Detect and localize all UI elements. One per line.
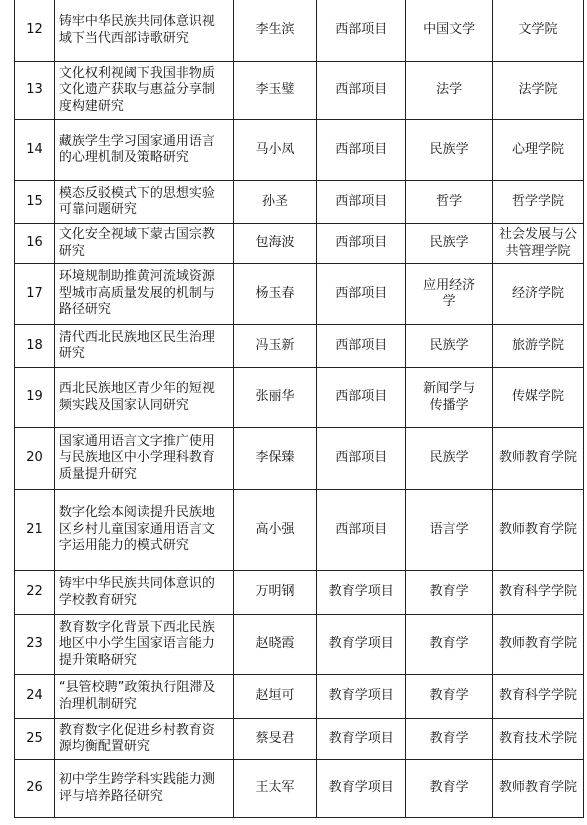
project-type bbox=[317, 264, 406, 324]
project-title-text: 文化安全视域下蒙古国宗教研究 bbox=[58, 227, 215, 259]
row-number bbox=[15, 120, 55, 180]
discipline bbox=[406, 490, 493, 570]
row-number bbox=[15, 675, 55, 718]
college-text: 教师教育学院 bbox=[498, 780, 577, 796]
principal-investigator-text: 王太军 bbox=[255, 780, 295, 796]
project-title-text: “县管校聘”政策执行阻滞及治理机制研究 bbox=[58, 680, 216, 712]
project-type-text: 教育学项目 bbox=[328, 688, 394, 704]
project-title bbox=[55, 490, 234, 570]
row-number-text: 26 bbox=[26, 780, 43, 796]
discipline bbox=[406, 571, 493, 614]
principal-investigator-text: 杨玉春 bbox=[255, 285, 295, 301]
discipline-text: 哲学 bbox=[436, 193, 463, 209]
row-number bbox=[15, 325, 55, 367]
project-title bbox=[55, 760, 234, 817]
row-number-text: 24 bbox=[26, 688, 43, 704]
project-title bbox=[55, 62, 234, 119]
project-title bbox=[55, 719, 234, 759]
project-title-text: 铸牢中华民族共同体意识视域下当代西部诗歌研究 bbox=[58, 14, 215, 46]
college-text: 教师教育学院 bbox=[498, 636, 577, 652]
principal-investigator bbox=[234, 264, 318, 324]
project-title-text: 藏族学生学习国家通用语言的心理机制及策略研究 bbox=[58, 133, 215, 165]
row-number-text: 17 bbox=[26, 285, 43, 301]
project-title bbox=[55, 120, 234, 180]
project-title bbox=[55, 0, 234, 61]
project-type bbox=[317, 0, 406, 61]
table-row bbox=[14, 264, 584, 325]
project-type-text: 教育学项目 bbox=[328, 636, 394, 652]
college bbox=[493, 571, 584, 614]
project-type-text: 西部项目 bbox=[335, 235, 388, 251]
project-type-text: 西部项目 bbox=[335, 22, 388, 38]
discipline bbox=[406, 719, 493, 759]
row-number-text: 15 bbox=[26, 193, 43, 209]
discipline bbox=[406, 0, 493, 61]
discipline-text: 民族学 bbox=[429, 337, 469, 353]
table-row bbox=[14, 490, 584, 571]
table-row bbox=[14, 571, 584, 615]
project-title bbox=[55, 264, 234, 324]
project-type bbox=[317, 325, 406, 367]
table-row bbox=[14, 368, 584, 428]
project-type-text: 教育学项目 bbox=[328, 730, 394, 746]
project-type bbox=[317, 62, 406, 119]
row-number bbox=[15, 62, 55, 119]
discipline bbox=[406, 224, 493, 263]
table-row bbox=[14, 181, 584, 224]
college bbox=[493, 325, 584, 367]
project-title bbox=[55, 368, 234, 427]
row-number-text: 14 bbox=[26, 141, 43, 157]
college bbox=[493, 224, 584, 263]
college-text: 传媒学院 bbox=[511, 389, 564, 405]
discipline bbox=[406, 325, 493, 367]
row-number-text: 22 bbox=[26, 584, 43, 600]
row-number bbox=[15, 571, 55, 614]
row-number bbox=[15, 224, 55, 263]
discipline-text: 新闻学与传播学 bbox=[423, 381, 476, 413]
project-type-text: 西部项目 bbox=[335, 193, 388, 209]
project-type bbox=[317, 675, 406, 718]
project-title-text: 教育数字化促进乡村教育资源均衡配置研究 bbox=[58, 722, 215, 754]
discipline-text: 教育学 bbox=[429, 584, 469, 600]
discipline bbox=[406, 675, 493, 718]
principal-investigator bbox=[234, 368, 318, 427]
project-title-text: 环境规制助推黄河流域资源型城市高质量发展的机制与路径研究 bbox=[58, 269, 215, 318]
table-row bbox=[14, 428, 584, 490]
principal-investigator-text: 万明钢 bbox=[255, 584, 295, 600]
table-row bbox=[14, 224, 584, 264]
row-number-text: 16 bbox=[26, 235, 43, 251]
principal-investigator-text: 包海波 bbox=[255, 235, 295, 251]
row-number bbox=[15, 615, 55, 674]
project-title-text: 初中学生跨学科实践能力测评与培养路径研究 bbox=[58, 772, 215, 804]
college-text: 法学院 bbox=[518, 82, 558, 98]
row-number bbox=[15, 264, 55, 324]
principal-investigator-text: 孙圣 bbox=[261, 193, 288, 209]
project-title-text: 文化权利视阈下我国非物质文化遗产获取与惠益分享制度构建研究 bbox=[58, 65, 215, 114]
college-text: 旅游学院 bbox=[511, 337, 564, 353]
table-row bbox=[14, 0, 584, 62]
row-number-text: 12 bbox=[26, 22, 43, 38]
principal-investigator-text: 李玉璧 bbox=[255, 82, 295, 98]
discipline-text: 教育学 bbox=[429, 688, 469, 704]
project-title bbox=[55, 325, 234, 367]
principal-investigator-text: 赵垣可 bbox=[255, 688, 295, 704]
table-row bbox=[14, 62, 584, 120]
college bbox=[493, 264, 584, 324]
project-title bbox=[55, 428, 234, 489]
college bbox=[493, 181, 584, 223]
project-title bbox=[55, 571, 234, 614]
row-number bbox=[15, 760, 55, 817]
principal-investigator-text: 李保臻 bbox=[255, 450, 295, 466]
project-type bbox=[317, 428, 406, 489]
project-title-text: 教育数字化背景下西北民族地区中小学生国家语言能力提升策略研究 bbox=[58, 619, 215, 668]
college-text: 心理学院 bbox=[511, 141, 564, 157]
project-type bbox=[317, 571, 406, 614]
college-text: 教师教育学院 bbox=[498, 521, 577, 537]
discipline bbox=[406, 428, 493, 489]
project-type bbox=[317, 120, 406, 180]
project-type-text: 西部项目 bbox=[335, 82, 388, 98]
table-row bbox=[14, 760, 584, 818]
project-type-text: 西部项目 bbox=[335, 141, 388, 157]
discipline-text: 教育学 bbox=[429, 780, 469, 796]
college bbox=[493, 675, 584, 718]
principal-investigator bbox=[234, 760, 318, 817]
discipline-text: 法学 bbox=[436, 82, 463, 98]
principal-investigator bbox=[234, 120, 318, 180]
discipline-text: 民族学 bbox=[429, 141, 469, 157]
project-title-text: 铸牢中华民族共同体意识的学校教育研究 bbox=[58, 576, 215, 608]
college bbox=[493, 120, 584, 180]
row-number-text: 20 bbox=[26, 450, 43, 466]
discipline-text: 教育学 bbox=[429, 730, 469, 746]
college bbox=[493, 719, 584, 759]
discipline bbox=[406, 62, 493, 119]
project-title-text: 西北民族地区青少年的短视频实践及国家认同研究 bbox=[58, 381, 215, 413]
project-title-text: 清代西北民族地区民生治理研究 bbox=[58, 329, 215, 361]
discipline-text: 应用经济学 bbox=[423, 277, 476, 309]
project-type-text: 教育学项目 bbox=[328, 584, 394, 600]
principal-investigator bbox=[234, 615, 318, 674]
principal-investigator bbox=[234, 490, 318, 570]
college-text: 哲学学院 bbox=[511, 193, 564, 209]
row-number bbox=[15, 719, 55, 759]
row-number-text: 19 bbox=[26, 389, 43, 405]
table-row bbox=[14, 325, 584, 368]
discipline-text: 语言学 bbox=[429, 521, 469, 537]
row-number bbox=[15, 0, 55, 61]
project-type-text: 西部项目 bbox=[335, 389, 388, 405]
row-number bbox=[15, 368, 55, 427]
college bbox=[493, 490, 584, 570]
row-number bbox=[15, 181, 55, 223]
row-number bbox=[15, 428, 55, 489]
row-number-text: 13 bbox=[26, 82, 43, 98]
principal-investigator bbox=[234, 719, 318, 759]
discipline bbox=[406, 760, 493, 817]
college bbox=[493, 760, 584, 817]
college-text: 教育科学学院 bbox=[498, 584, 577, 600]
row-number-text: 23 bbox=[26, 636, 43, 652]
principal-investigator-text: 冯玉新 bbox=[255, 337, 295, 353]
project-type-text: 西部项目 bbox=[335, 337, 388, 353]
discipline-text: 民族学 bbox=[429, 450, 469, 466]
table-row bbox=[14, 615, 584, 675]
college-text: 文学院 bbox=[518, 22, 558, 38]
principal-investigator-text: 马小凤 bbox=[255, 141, 295, 157]
discipline bbox=[406, 264, 493, 324]
discipline bbox=[406, 120, 493, 180]
college bbox=[493, 0, 584, 61]
discipline bbox=[406, 181, 493, 223]
table-row bbox=[14, 719, 584, 760]
project-type bbox=[317, 615, 406, 674]
college bbox=[493, 615, 584, 674]
project-title bbox=[55, 675, 234, 718]
project-type bbox=[317, 719, 406, 759]
row-number-text: 25 bbox=[26, 730, 43, 746]
project-title-text: 模态反驳模式下的思想实验可靠问题研究 bbox=[58, 185, 215, 217]
row-number-text: 21 bbox=[26, 521, 43, 537]
project-type-text: 教育学项目 bbox=[328, 780, 394, 796]
discipline bbox=[406, 368, 493, 427]
college-text: 教师教育学院 bbox=[498, 450, 577, 466]
college-text: 教育科学学院 bbox=[498, 688, 577, 704]
project-type-text: 西部项目 bbox=[335, 285, 388, 301]
project-table bbox=[14, 0, 584, 818]
table-row bbox=[14, 120, 584, 181]
college-text: 教育技术学院 bbox=[498, 730, 577, 746]
project-type bbox=[317, 181, 406, 223]
principal-investigator-text: 赵晓霞 bbox=[255, 636, 295, 652]
principal-investigator bbox=[234, 325, 318, 367]
row-number-text: 18 bbox=[26, 337, 43, 353]
project-title bbox=[55, 181, 234, 223]
project-title bbox=[55, 615, 234, 674]
college-text: 经济学院 bbox=[511, 285, 564, 301]
project-type bbox=[317, 224, 406, 263]
project-type bbox=[317, 368, 406, 427]
project-title-text: 国家通用语言文字推广使用与民族地区中小学理科教育质量提升研究 bbox=[58, 433, 215, 482]
college-text: 社会发展与公共管理学院 bbox=[498, 227, 577, 259]
principal-investigator bbox=[234, 62, 318, 119]
project-title bbox=[55, 224, 234, 263]
table-row bbox=[14, 675, 584, 719]
principal-investigator bbox=[234, 675, 318, 718]
principal-investigator-text: 蔡旻君 bbox=[255, 730, 295, 746]
row-number bbox=[15, 490, 55, 570]
principal-investigator-text: 高小强 bbox=[255, 521, 295, 537]
discipline bbox=[406, 615, 493, 674]
principal-investigator bbox=[234, 181, 318, 223]
project-title-text: 数字化绘本阅读提升民族地区乡村儿童国家通用语言文字运用能力的模式研究 bbox=[58, 505, 215, 554]
principal-investigator bbox=[234, 428, 318, 489]
project-type bbox=[317, 490, 406, 570]
principal-investigator bbox=[234, 224, 318, 263]
project-type-text: 西部项目 bbox=[335, 450, 388, 466]
project-type-text: 西部项目 bbox=[335, 521, 388, 537]
principal-investigator bbox=[234, 0, 318, 61]
college bbox=[493, 368, 584, 427]
project-type bbox=[317, 760, 406, 817]
principal-investigator-text: 张丽华 bbox=[255, 389, 295, 405]
discipline-text: 教育学 bbox=[429, 636, 469, 652]
principal-investigator-text: 李生滨 bbox=[255, 22, 295, 38]
college bbox=[493, 428, 584, 489]
discipline-text: 民族学 bbox=[429, 235, 469, 251]
principal-investigator bbox=[234, 571, 318, 614]
discipline-text: 中国文学 bbox=[423, 22, 476, 38]
college bbox=[493, 62, 584, 119]
